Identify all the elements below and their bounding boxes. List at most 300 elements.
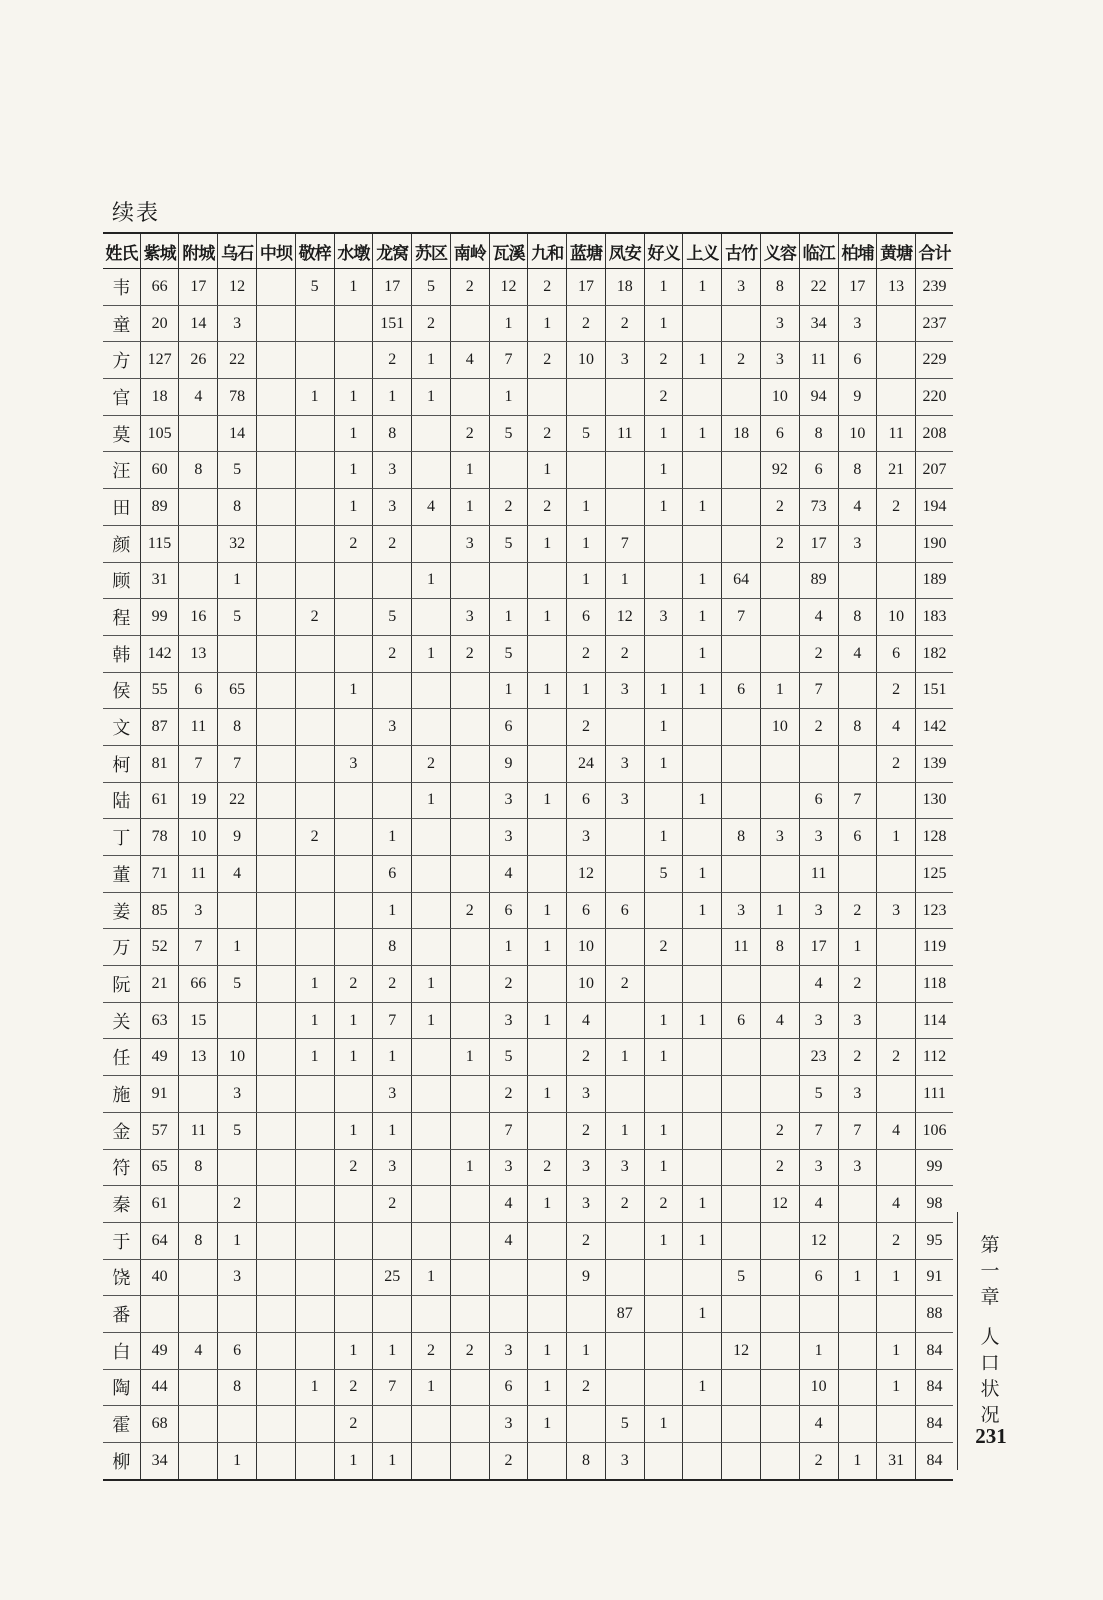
column-header: 临江	[799, 233, 838, 269]
count-cell: 1	[334, 1039, 373, 1076]
count-cell	[450, 1076, 489, 1113]
count-cell: 4	[567, 1002, 606, 1039]
count-cell	[644, 525, 683, 562]
total-cell: 220	[916, 379, 953, 416]
count-cell	[450, 745, 489, 782]
count-cell: 87	[605, 1296, 644, 1333]
count-cell	[722, 1296, 761, 1333]
count-cell: 2	[877, 1039, 916, 1076]
count-cell: 40	[140, 1259, 179, 1296]
count-cell: 94	[799, 379, 838, 416]
table-row	[103, 1112, 953, 1149]
count-cell: 2	[644, 379, 683, 416]
count-cell	[605, 856, 644, 893]
count-cell: 6	[567, 782, 606, 819]
total-cell: 84	[916, 1406, 953, 1443]
count-cell	[760, 1369, 799, 1406]
count-cell: 2	[373, 635, 412, 672]
count-cell: 22	[218, 342, 257, 379]
chapter-heading	[970, 1232, 1010, 1428]
count-cell: 1	[528, 305, 567, 342]
count-cell	[295, 342, 334, 379]
chapter-char: 第	[980, 1234, 1000, 1256]
count-cell: 1	[567, 489, 606, 526]
count-cell: 1	[528, 599, 567, 636]
table-row	[103, 452, 953, 489]
count-cell: 6	[799, 782, 838, 819]
count-cell: 2	[489, 1443, 528, 1480]
count-cell: 3	[218, 1076, 257, 1113]
count-cell: 15	[179, 1002, 218, 1039]
count-cell	[257, 856, 296, 893]
count-cell	[412, 819, 451, 856]
count-cell	[295, 1076, 334, 1113]
count-cell: 25	[373, 1259, 412, 1296]
count-cell: 4	[877, 1186, 916, 1223]
count-cell	[722, 489, 761, 526]
count-cell: 5	[218, 599, 257, 636]
count-cell: 10	[799, 1369, 838, 1406]
count-cell: 3	[722, 892, 761, 929]
count-cell: 49	[140, 1332, 179, 1369]
count-cell	[295, 635, 334, 672]
surname-cell: 童	[103, 305, 140, 342]
count-cell	[334, 1076, 373, 1113]
count-cell: 10	[179, 819, 218, 856]
count-cell	[450, 929, 489, 966]
count-cell	[450, 1112, 489, 1149]
count-cell	[877, 525, 916, 562]
count-cell: 6	[722, 672, 761, 709]
count-cell	[412, 672, 451, 709]
count-cell: 8	[760, 269, 799, 306]
count-cell	[257, 269, 296, 306]
count-cell	[838, 1296, 877, 1333]
table-row	[103, 1369, 953, 1406]
count-cell: 3	[373, 709, 412, 746]
count-cell: 6	[489, 892, 528, 929]
surname-cell: 阮	[103, 966, 140, 1003]
column-header: 苏区	[412, 233, 451, 269]
count-cell	[257, 1443, 296, 1480]
count-cell: 1	[489, 599, 528, 636]
surname-cell: 柳	[112, 1451, 131, 1473]
count-cell: 3	[838, 1149, 877, 1186]
count-cell: 8	[179, 452, 218, 489]
count-cell	[257, 1259, 296, 1296]
count-cell: 2	[295, 599, 334, 636]
surname-cell: 丁	[103, 819, 140, 856]
count-cell: 3	[450, 525, 489, 562]
surname-cell: 莫	[103, 415, 140, 452]
count-cell: 1	[683, 1296, 722, 1333]
count-cell: 13	[179, 1039, 218, 1076]
count-cell: 2	[605, 305, 644, 342]
count-cell: 1	[683, 489, 722, 526]
count-cell	[412, 1149, 451, 1186]
surname-cell: 颜	[103, 525, 140, 562]
count-cell	[334, 562, 373, 599]
table-row	[103, 1149, 953, 1186]
count-cell: 3	[373, 489, 412, 526]
chapter-char: 状	[980, 1378, 1000, 1400]
total-cell: 91	[916, 1259, 953, 1296]
count-cell	[412, 856, 451, 893]
count-cell: 2	[722, 342, 761, 379]
count-cell: 7	[373, 1002, 412, 1039]
surname-table	[103, 232, 953, 1481]
count-cell	[257, 525, 296, 562]
count-cell	[605, 489, 644, 526]
count-cell	[683, 1259, 722, 1296]
count-cell	[334, 635, 373, 672]
count-cell: 3	[218, 305, 257, 342]
count-cell	[412, 525, 451, 562]
count-cell: 1	[412, 379, 451, 416]
count-cell: 34	[799, 305, 838, 342]
count-cell	[257, 305, 296, 342]
count-cell: 3	[373, 1076, 412, 1113]
count-cell: 2	[528, 415, 567, 452]
count-cell: 9	[838, 379, 877, 416]
count-cell: 1	[373, 819, 412, 856]
count-cell: 2	[877, 489, 916, 526]
count-cell	[760, 966, 799, 1003]
count-cell	[412, 1222, 451, 1259]
count-cell	[877, 305, 916, 342]
table-row	[103, 1076, 953, 1113]
count-cell	[295, 672, 334, 709]
count-cell: 17	[567, 269, 606, 306]
count-cell: 7	[218, 745, 257, 782]
table-row	[103, 525, 953, 562]
table-row	[103, 929, 953, 966]
count-cell: 3	[218, 1259, 257, 1296]
count-cell: 2	[334, 1149, 373, 1186]
table-row	[103, 1039, 953, 1076]
count-cell: 1	[528, 1406, 567, 1443]
count-cell: 2	[877, 1222, 916, 1259]
count-cell	[877, 342, 916, 379]
surname-cell: 官	[103, 379, 140, 416]
count-cell	[295, 1149, 334, 1186]
count-cell	[722, 1112, 761, 1149]
column-header: 九和	[528, 233, 567, 269]
count-cell: 3	[799, 1149, 838, 1186]
count-cell	[257, 489, 296, 526]
count-cell: 3	[489, 1332, 528, 1369]
count-cell: 2	[450, 892, 489, 929]
table-row	[103, 269, 953, 306]
count-cell: 1	[683, 1186, 722, 1223]
count-cell: 2	[605, 635, 644, 672]
count-cell: 6	[722, 1002, 761, 1039]
count-cell: 10	[218, 1039, 257, 1076]
surname-cell: 方	[103, 342, 140, 379]
count-cell	[295, 782, 334, 819]
count-cell: 2	[799, 709, 838, 746]
count-cell: 151	[373, 305, 412, 342]
count-cell	[295, 709, 334, 746]
count-cell	[605, 1332, 644, 1369]
count-cell: 1	[412, 1369, 451, 1406]
count-cell	[412, 1076, 451, 1113]
count-cell: 1	[683, 672, 722, 709]
count-cell: 19	[179, 782, 218, 819]
count-cell: 65	[218, 672, 257, 709]
count-cell	[528, 856, 567, 893]
count-cell: 1	[683, 892, 722, 929]
count-cell	[257, 966, 296, 1003]
count-cell	[722, 709, 761, 746]
count-cell: 1	[295, 1369, 334, 1406]
count-cell: 85	[140, 892, 179, 929]
count-cell	[257, 819, 296, 856]
count-cell	[179, 489, 218, 526]
count-cell: 3	[489, 1149, 528, 1186]
column-header: 水墩	[334, 233, 373, 269]
count-cell	[760, 856, 799, 893]
count-cell	[295, 745, 334, 782]
surname-cell: 侯	[103, 672, 140, 709]
count-cell: 8	[760, 929, 799, 966]
count-cell	[760, 562, 799, 599]
count-cell: 1	[373, 379, 412, 416]
total-cell: 229	[916, 342, 953, 379]
count-cell	[450, 562, 489, 599]
count-cell: 1	[683, 1002, 722, 1039]
count-cell	[683, 525, 722, 562]
count-cell	[257, 1149, 296, 1186]
count-cell: 3	[838, 1002, 877, 1039]
count-cell	[722, 1443, 761, 1480]
surname-cell: 董	[103, 856, 140, 893]
count-cell: 1	[334, 269, 373, 306]
count-cell: 4	[838, 635, 877, 672]
count-cell: 2	[412, 305, 451, 342]
total-cell: 183	[916, 599, 953, 636]
count-cell	[450, 819, 489, 856]
count-cell: 3	[605, 1149, 644, 1186]
count-cell	[838, 1186, 877, 1223]
count-cell: 1	[838, 1259, 877, 1296]
count-cell	[334, 819, 373, 856]
count-cell	[722, 305, 761, 342]
count-cell: 2	[528, 342, 567, 379]
count-cell: 2	[877, 745, 916, 782]
count-cell	[722, 1222, 761, 1259]
total-cell: 237	[916, 305, 953, 342]
count-cell: 65	[140, 1149, 179, 1186]
column-header: 龙窝	[373, 233, 412, 269]
count-cell: 1	[644, 415, 683, 452]
count-cell: 7	[179, 745, 218, 782]
count-cell: 3	[334, 745, 373, 782]
count-cell	[334, 599, 373, 636]
count-cell: 1	[334, 452, 373, 489]
count-cell: 3	[489, 1002, 528, 1039]
surname-cell: 文	[103, 709, 140, 746]
column-header: 姓氏	[103, 233, 140, 269]
total-cell: 190	[916, 525, 953, 562]
count-cell: 11	[799, 856, 838, 893]
count-cell: 1	[334, 1443, 373, 1480]
count-cell	[760, 1332, 799, 1369]
count-cell	[295, 892, 334, 929]
table-row	[103, 709, 953, 746]
count-cell: 78	[218, 379, 257, 416]
count-cell: 8	[373, 415, 412, 452]
count-cell: 11	[179, 709, 218, 746]
surname-cell: 金	[103, 1112, 140, 1149]
count-cell: 34	[140, 1443, 179, 1480]
count-cell	[683, 819, 722, 856]
total-cell: 208	[916, 415, 953, 452]
count-cell: 3	[489, 819, 528, 856]
count-cell	[644, 782, 683, 819]
count-cell	[334, 892, 373, 929]
count-cell: 11	[799, 342, 838, 379]
count-cell: 8	[373, 929, 412, 966]
count-cell: 3	[373, 452, 412, 489]
count-cell: 6	[373, 856, 412, 893]
count-cell: 9	[567, 1259, 606, 1296]
count-cell: 6	[799, 1259, 838, 1296]
count-cell	[877, 562, 916, 599]
count-cell	[838, 1332, 877, 1369]
surname-cell: 程	[103, 599, 140, 636]
count-cell: 1	[528, 782, 567, 819]
count-cell	[334, 1186, 373, 1223]
count-cell: 6	[760, 415, 799, 452]
count-cell	[644, 1259, 683, 1296]
count-cell: 1	[528, 672, 567, 709]
surname-cell: 韩	[103, 635, 140, 672]
count-cell: 12	[722, 1332, 761, 1369]
count-cell	[722, 966, 761, 1003]
surname-cell: 姜	[103, 892, 140, 929]
count-cell: 9	[489, 745, 528, 782]
count-cell: 2	[218, 1186, 257, 1223]
count-cell: 2	[799, 1443, 838, 1480]
count-cell: 8	[179, 1222, 218, 1259]
count-cell: 11	[877, 415, 916, 452]
count-cell: 1	[528, 892, 567, 929]
count-cell	[412, 599, 451, 636]
count-cell: 5	[489, 415, 528, 452]
count-cell: 18	[722, 415, 761, 452]
count-cell	[257, 599, 296, 636]
count-cell: 1	[334, 415, 373, 452]
table-row	[103, 305, 953, 342]
count-cell: 1	[528, 1369, 567, 1406]
surname-cell: 陆	[103, 782, 140, 819]
table-row	[103, 599, 953, 636]
count-cell: 1	[295, 966, 334, 1003]
count-cell: 1	[644, 1112, 683, 1149]
count-cell	[760, 599, 799, 636]
count-cell: 1	[373, 1443, 412, 1480]
count-cell	[450, 856, 489, 893]
count-cell: 1	[412, 342, 451, 379]
count-cell	[179, 1443, 218, 1480]
count-cell	[799, 1296, 838, 1333]
count-cell: 1	[644, 672, 683, 709]
count-cell: 6	[838, 819, 877, 856]
count-cell	[334, 782, 373, 819]
count-cell: 57	[140, 1112, 179, 1149]
column-header: 中坝	[257, 233, 296, 269]
count-cell	[295, 1112, 334, 1149]
count-cell: 17	[179, 269, 218, 306]
count-cell	[760, 1222, 799, 1259]
count-cell	[528, 709, 567, 746]
surname-cell: 符	[103, 1149, 140, 1186]
count-cell	[528, 1222, 567, 1259]
count-cell	[877, 929, 916, 966]
count-cell: 2	[567, 635, 606, 672]
chapter-char: 一	[980, 1260, 1000, 1282]
count-cell: 1	[683, 782, 722, 819]
count-cell: 2	[450, 415, 489, 452]
count-cell: 1	[605, 562, 644, 599]
column-header: 柏埔	[838, 233, 877, 269]
count-cell: 1	[567, 672, 606, 709]
count-cell: 10	[567, 342, 606, 379]
count-cell	[450, 1296, 489, 1333]
count-cell: 1	[412, 1002, 451, 1039]
count-cell: 1	[683, 856, 722, 893]
count-cell	[605, 1002, 644, 1039]
total-cell: 118	[916, 966, 953, 1003]
count-cell: 14	[179, 305, 218, 342]
count-cell	[257, 672, 296, 709]
count-cell	[257, 379, 296, 416]
count-cell: 1	[218, 1222, 257, 1259]
count-cell: 12	[218, 269, 257, 306]
count-cell	[373, 782, 412, 819]
table-row	[103, 1002, 953, 1039]
table-row	[103, 1296, 953, 1333]
count-cell: 3	[605, 672, 644, 709]
count-cell	[179, 1259, 218, 1296]
table-row	[103, 379, 953, 416]
count-cell	[644, 635, 683, 672]
surname-cell: 田	[103, 489, 140, 526]
count-cell: 4	[179, 379, 218, 416]
count-cell	[412, 1112, 451, 1149]
count-cell	[877, 379, 916, 416]
count-cell	[179, 1186, 218, 1223]
count-cell	[877, 1076, 916, 1113]
count-cell	[567, 1296, 606, 1333]
count-cell	[412, 1406, 451, 1443]
count-cell: 7	[489, 1112, 528, 1149]
count-cell	[605, 452, 644, 489]
count-cell: 7	[179, 929, 218, 966]
count-cell: 5	[489, 1039, 528, 1076]
count-cell: 1	[644, 452, 683, 489]
count-cell: 21	[877, 452, 916, 489]
count-cell: 21	[140, 966, 179, 1003]
count-cell: 12	[799, 1222, 838, 1259]
count-cell: 7	[722, 599, 761, 636]
count-cell: 31	[877, 1443, 916, 1480]
count-cell: 1	[295, 1002, 334, 1039]
table-row	[103, 1186, 953, 1223]
count-cell	[722, 635, 761, 672]
count-cell: 5	[799, 1076, 838, 1113]
